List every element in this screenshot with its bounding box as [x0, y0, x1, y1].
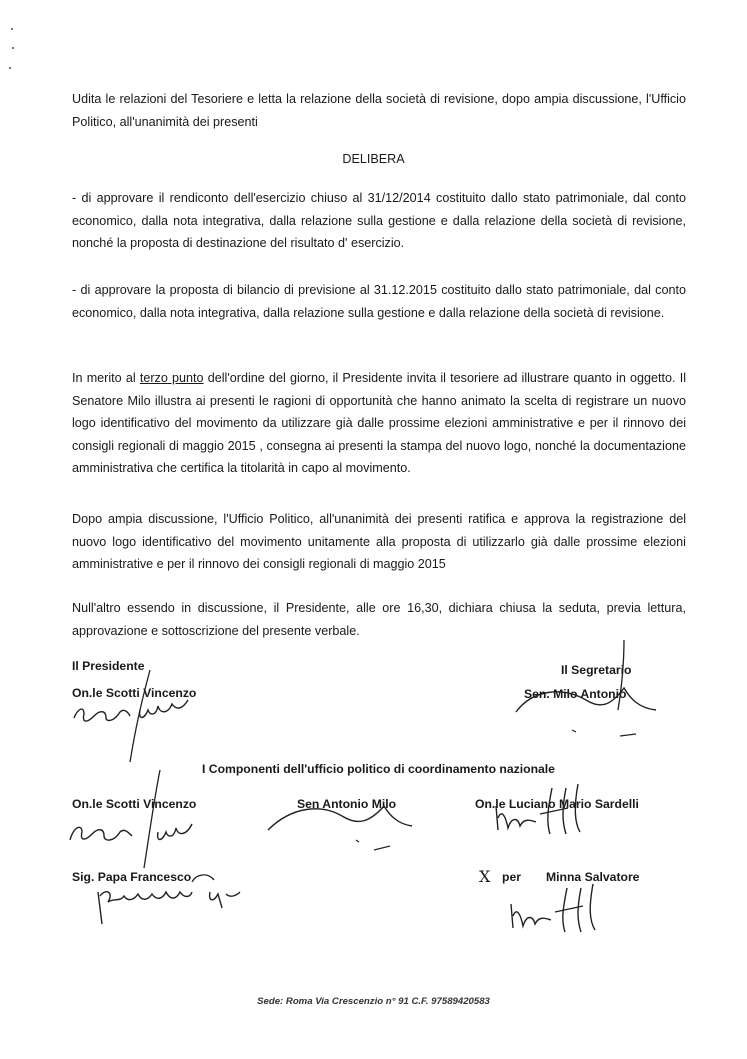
president-name: On.le Scotti Vincenzo: [72, 686, 197, 700]
member-milo-name: Sen Antonio Milo: [297, 797, 397, 811]
proxy-per: per: [502, 870, 521, 884]
signature-milo-1: [512, 640, 662, 740]
paragraph-bilancio: - di approvare la proposta di bilancio di previsione al 31.12.2015 costituito dallo stato patrimoniale, dal conto economico, dalla nota integrativa, dalla relazione sulla gestione e dalla relazione della società di revisione.: [72, 283, 686, 320]
secretary-name: Sen. Milo Antonio: [524, 687, 627, 701]
delibera-heading: DELIBERA: [342, 152, 405, 166]
paragraph-chiusura: Null'altro essendo in discussione, il Presidente, alle ore 16,30, dichiara chiusa la seduta, previa lettura, approvazione e sottoscrizione del presente verbale.: [72, 601, 686, 638]
member-scotti-name: On.le Scotti Vincenzo: [72, 797, 197, 811]
member-papa-name: Sig. Papa Francesco: [72, 870, 192, 884]
member-minna-name: Minna Salvatore: [546, 870, 640, 884]
signature-scotti-1: [72, 670, 232, 765]
paragraph-terzo-punto: [72, 367, 686, 480]
p4-after: dell'ordine del giorno, il Presidente invita il tesoriere ad illustrare quanto in oggetto. Il Senatore Milo illustra ai presenti le ragioni di opportunità che hanno animato la scelta di registrare un nuovo logo identificativo del movimento da utilizzare già dalle prossime elezioni amministrative e per il rinnovo dei consigli regionali di maggio 2015 , consegna ai presenti la stampa del nuovo logo, nonché la documentazione amministrativa che certifica la titolarità in capo al movimento.: [72, 371, 687, 475]
signature-scotti-2: [62, 770, 222, 870]
signature-milo-2: [262, 780, 422, 860]
president-role: Il Presidente: [72, 659, 145, 673]
terzo-punto-underlined: terzo punto: [139, 371, 204, 385]
p4-before: In merito al: [72, 371, 140, 385]
member-sardelli-name: On.le Luciano Mario Sardelli: [475, 797, 639, 811]
scan-speck: [11, 28, 13, 30]
paragraph-ratifica: Dopo ampia discussione, l'Ufficio Politico, all'unanimità dei presenti ratifica e approva la registrazione del nuovo logo identificativo del movimento unitamente alla proposta di utilizzarlo già dalle prossime elezioni amministrative e per il rinnovo dei consigli regionali di maggio 2015: [72, 512, 686, 571]
signature-sardelli-2: [505, 880, 635, 940]
footer-address: Sede: Roma Via Crescenzio n° 91 C.F. 97589420583: [257, 996, 490, 1007]
scan-speck: [9, 67, 11, 69]
paragraph-intro: Udita le relazioni del Tesoriere e letta la relazione della società di revisione, dopo ampia discussione, l'Ufficio Politico, all'unanimità dei presenti: [72, 92, 686, 129]
components-heading: I Componenti dell'ufficio politico di coordinamento nazionale: [202, 762, 555, 776]
scan-speck: [12, 47, 14, 49]
signature-sardelli-1: [492, 778, 632, 848]
proxy-x-mark: X: [479, 867, 491, 886]
secretary-role: Il Segretario: [561, 663, 632, 677]
paragraph-rendiconto: - di approvare il rendiconto dell'esercizio chiuso al 31/12/2014 costituito dallo stato patrimoniale, dal conto economico, dalla nota integrativa, dalla relazione sulla gestione e dalla relazione della società di revisione, nonché la proposta di destinazione del risultato d' esercizio.: [72, 191, 686, 250]
signature-papa: [92, 862, 252, 932]
